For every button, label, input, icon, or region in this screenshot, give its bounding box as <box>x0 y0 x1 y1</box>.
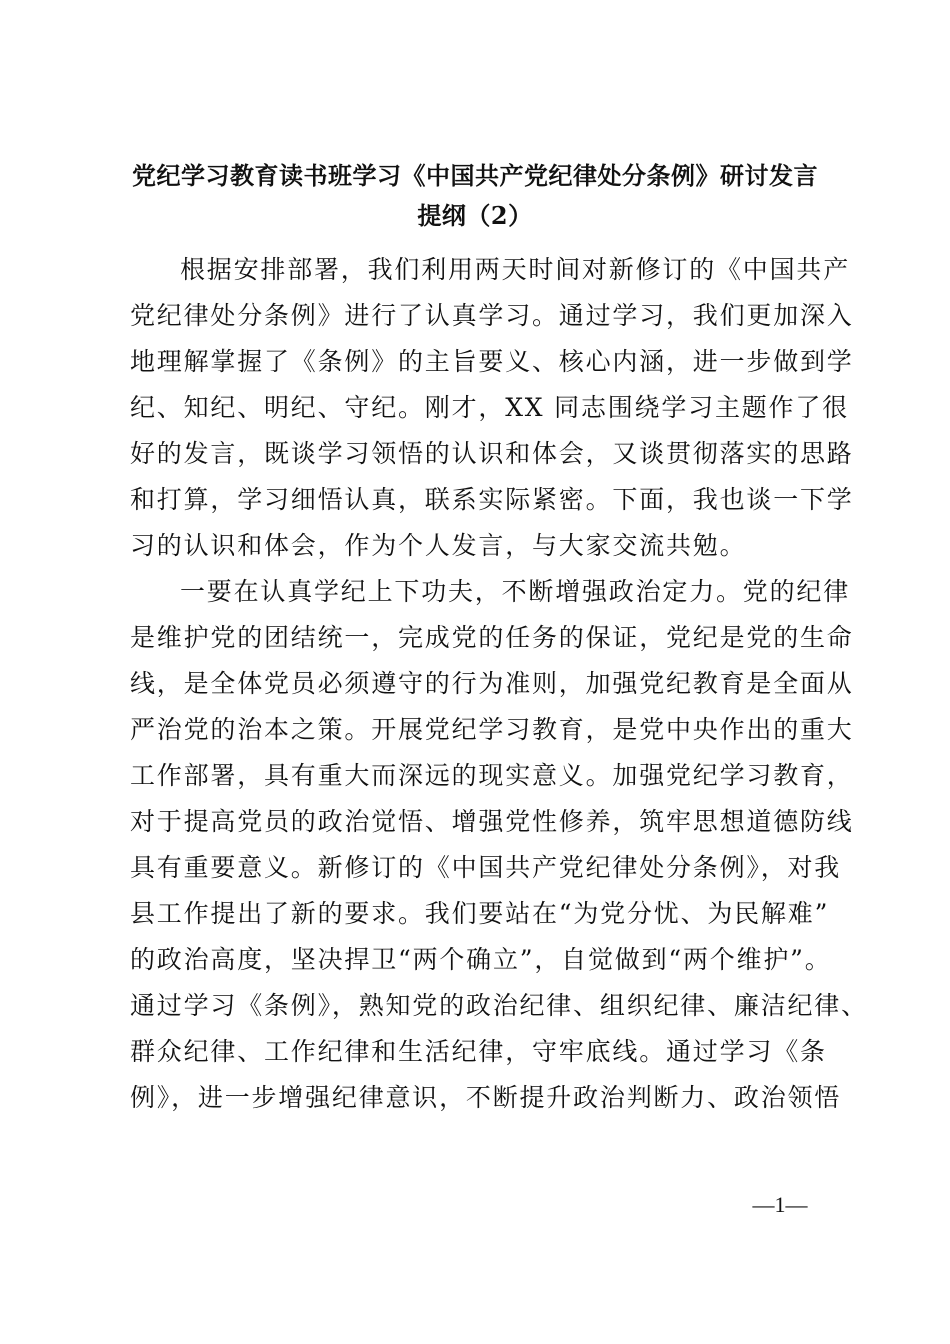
paragraph-2-line-1: 一要在认真学纪上下功夫，不断增强政治定力。党的纪律 <box>180 577 851 606</box>
paragraph-2-line-3: 线，是全体党员必须遵守的行为准则，加强党纪教育是全面从 <box>130 669 854 698</box>
paragraph-1-line-3: 地理解掌握了《条例》的主旨要义、核心内涵，进一步做到学 <box>130 347 854 376</box>
paragraph-2-line-10: 通过学习《条例》，熟知党的政治纪律、组织纪律、廉洁纪律、 <box>130 991 868 1020</box>
paragraph-2-line-9: 的政治高度，坚决捍卫“两个确立”，自觉做到“两个维护”。 <box>130 945 832 974</box>
paragraph-1-line-7: 习的认识和体会，作为个人发言，与大家交流共勉。 <box>130 531 747 560</box>
paragraph-1-line-2: 党纪律处分条例》进行了认真学习。通过学习，我们更加深入 <box>130 301 854 330</box>
paragraph-2-line-2: 是维护党的团结统一，完成党的任务的保证，党纪是党的生命 <box>130 623 854 652</box>
paragraph-2-line-4: 严治党的治本之策。开展党纪学习教育，是党中央作出的重大 <box>130 715 854 744</box>
document-title-line-2: 提纲（2） <box>417 201 533 230</box>
paragraph-2-line-12: 例》，进一步增强纪律意识，不断提升政治判断力、政治领悟 <box>130 1083 842 1112</box>
paragraph-2-line-6: 对于提高党员的政治觉悟、增强党性修养，筑牢思想道德防线 <box>130 807 854 836</box>
paragraph-2-line-7: 具有重要意义。新修订的《中国共产党纪律处分条例》，对我 <box>130 853 842 882</box>
document-title-line-1: 党纪学习教育读书班学习《中国共产党纪律处分条例》研讨发言 <box>132 161 818 190</box>
paragraph-1-line-4: 纪、知纪、明纪、守纪。刚才，XX 同志围绕学习主题作了很 <box>130 393 849 422</box>
paragraph-1-line-6: 和打算，学习细悟认真，联系实际紧密。下面，我也谈一下学 <box>130 485 854 514</box>
page-number: —1— <box>752 1192 808 1217</box>
paragraph-1-line-1: 根据安排部署，我们利用两天时间对新修订的《中国共产 <box>180 255 851 284</box>
paragraph-2-line-11: 群众纪律、工作纪律和生活纪律，守牢底线。通过学习《条 <box>130 1037 827 1066</box>
paragraph-1-line-5: 好的发言，既谈学习领悟的认识和体会，又谈贯彻落实的思路 <box>130 439 854 468</box>
paragraph-2-line-8: 县工作提出了新的要求。我们要站在“为党分忧、为民解难” <box>130 899 830 928</box>
paragraph-2-line-5: 工作部署，具有重大而深远的现实意义。加强党纪学习教育， <box>130 761 854 790</box>
